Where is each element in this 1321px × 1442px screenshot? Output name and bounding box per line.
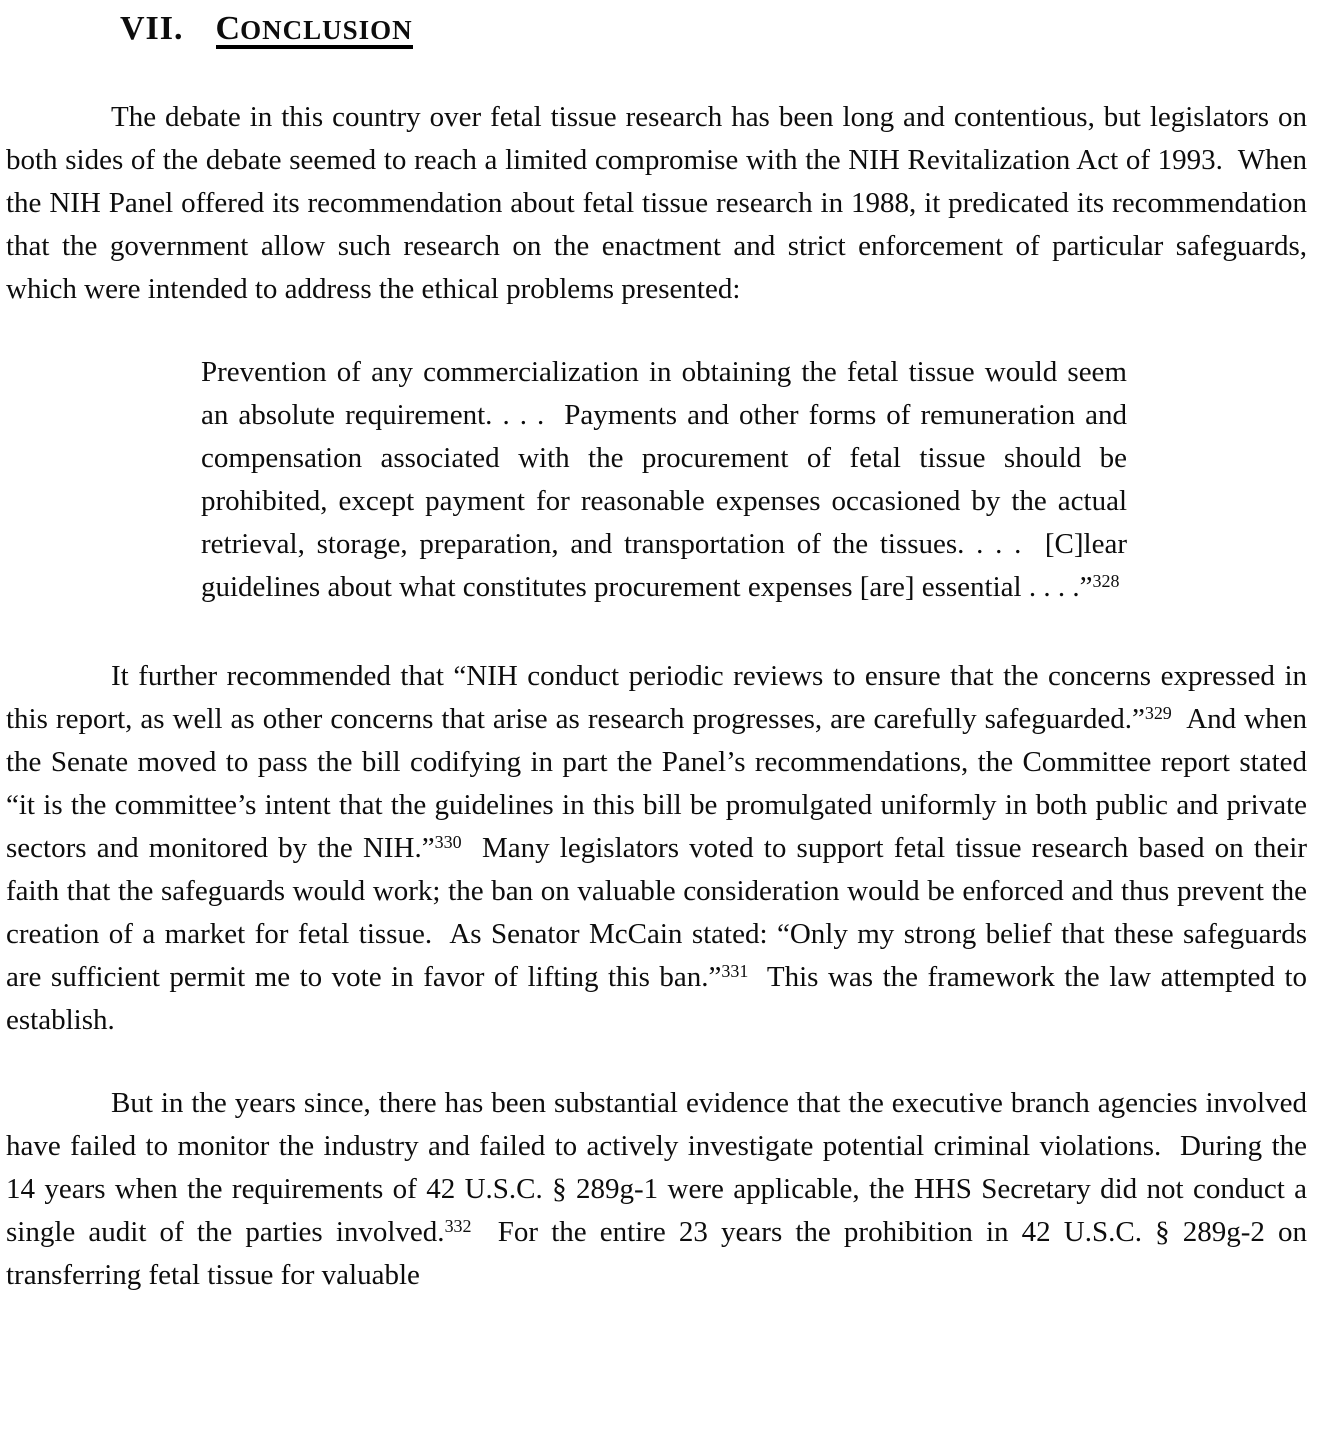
section-number: VII. [120, 10, 184, 47]
footnote-reference: 331 [721, 961, 749, 982]
footnote-reference: 329 [1144, 703, 1172, 724]
document-body [6, 96, 1307, 1297]
section-title-initial: C [215, 10, 241, 47]
section-title-rest: ONCLUSION [240, 15, 413, 45]
body-paragraph: The debate in this country over fetal tissue research has been long and contentious, but legislators on both sides of the debate seemed to reach a limited compromise with the NIH Revitalization Act of 1993. When the NIH Panel offered its recommendation about fetal tissue research in 1988, it predicated its recommendation that the government allow such research on the enactment and strict enforcement of particular safeguards, which were intended to address the ethical problems presented: [6, 101, 1307, 305]
body-paragraph: It further recommended that “NIH conduct periodic reviews to ensure that the concerns expressed in this report, as well as other concerns that arise as research progresses, are carefully safeguarded.”$^{329}$ And when the Senate moved to pass the bill codifying in part the Panel’s recommendations, the Committee report stated “it is the committee’s intent that the guidelines in this bill be promulgated uniformly in both public and private sectors and monitored by the NIH.”$^{330}$ Many legislators voted to support fetal tissue research based on their faith that the safeguards would work; the ban on valuable consideration would be enforced and thus prevent the creation of a market for fetal tissue. As Senator McCain stated: “Only my strong belief that these safeguards are sufficient permit me to vote in favor of lifting this ban.”$^{331}$ This was the framework the law attempted to establish. [6, 660, 1308, 1036]
footnote-reference: 332 [444, 1216, 472, 1237]
footnote-reference: 330 [434, 832, 462, 853]
footnote-reference: 328 [1092, 571, 1120, 592]
block-quote: Prevention of any commercialization in obtaining the fetal tissue would seem an absolute requirement. . . . Payments and other forms of remuneration and compensation associated with the procurement of fetal tissue should be prohibited, except payment for reasonable expenses occasioned by the actual retrieval, storage, preparation, and transportation of the tissues. . . . [C]lear guidelines about what constitutes procurement expenses [are] essential . . . .”$^{328}$ [201, 356, 1127, 603]
body-paragraph: But in the years since, there has been substantial evidence that the executive branch agencies involved have failed to monitor the industry and failed to actively investigate potential criminal violations. During the 14 years when the requirements of 42 U.S.C. § 289g-1 were applicable, the HHS Secretary did not conduct a single audit of the parties involved.$^{332}$ For the entire 23 years the prohibition in 42 U.S.C. § 289g-2 on transferring fetal tissue for valuable [6, 1087, 1308, 1291]
section-heading [120, 10, 1307, 48]
section-title [215, 10, 413, 49]
